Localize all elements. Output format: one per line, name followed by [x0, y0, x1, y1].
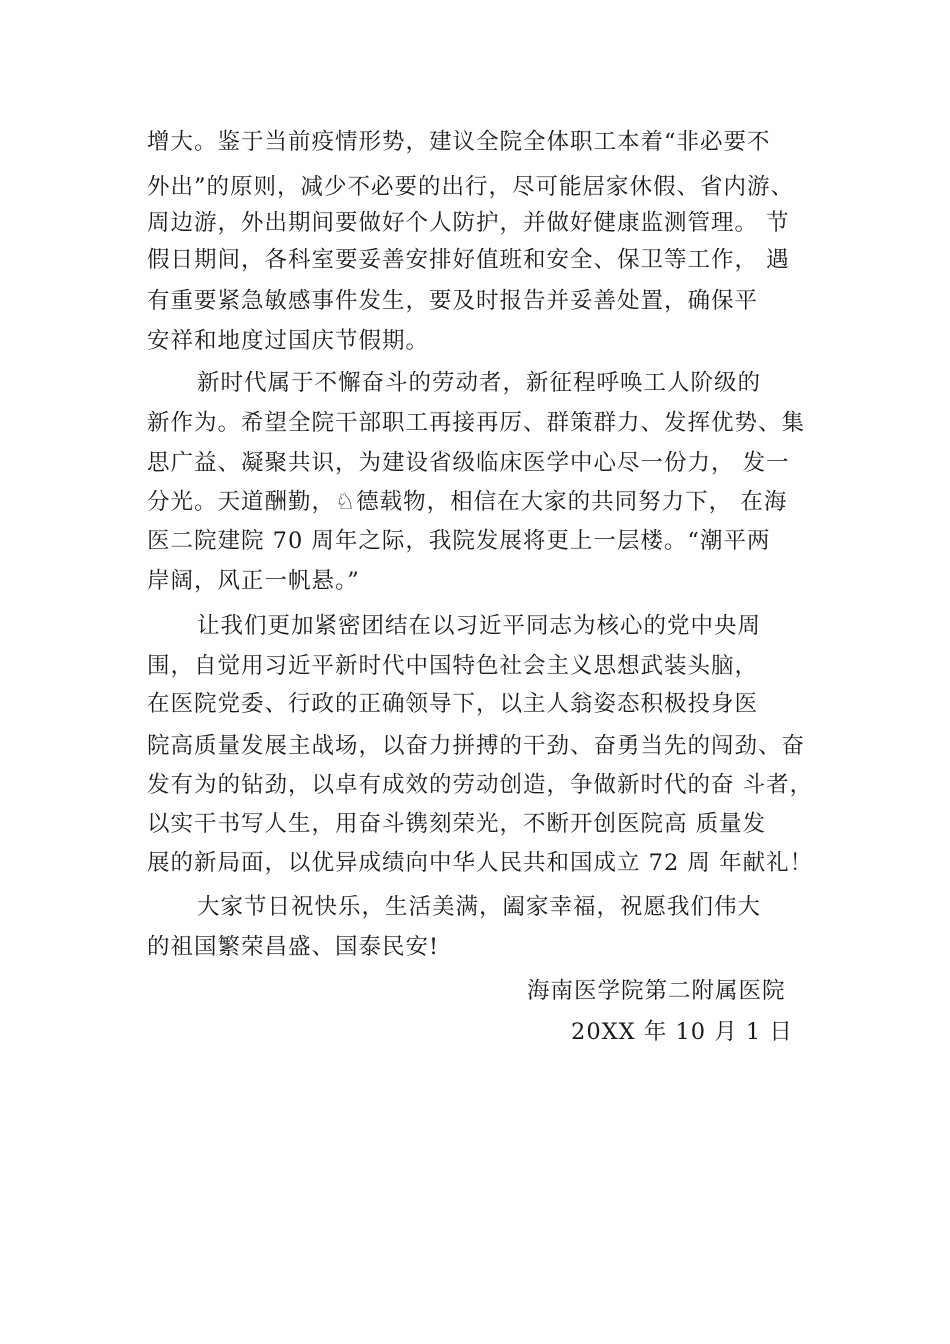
- paragraph-3-line-4: 院高质量发展主战场，以奋力拼搏的干劲、奋勇当先的闯劲、奋: [147, 733, 806, 759]
- paragraph-2-line-1: 新时代属于不懈奋斗的劳动者，新征程呼唤工人阶级的: [197, 370, 762, 396]
- paragraph-3-line-2: 围，自觉用习近平新时代中国特色社会主义思想武装头脑，: [147, 653, 759, 679]
- paragraph-2-line-4: 分光。天道酬勤，♘德载物，相信在大家的共同努力下， 在海: [147, 489, 788, 515]
- paragraph-3-line-7: 展的新局面，以优异成绩向中华人民共和国成立 72 周 年献礼！: [147, 850, 814, 876]
- signature-organization: 海南医学院第二附属医院: [527, 978, 786, 1004]
- signature-date: 20XX 年 10 月 1 日: [571, 1019, 793, 1045]
- paragraph-3-line-1: 让我们更加紧密团结在以习近平同志为核心的党中央周: [197, 613, 762, 639]
- paragraph-4-line-1: 大家节日祝快乐，生活美满，阖家幸福，祝愿我们伟大: [197, 894, 762, 920]
- paragraph-4-line-2: 的祖国繁荣昌盛、国泰民安!: [147, 934, 440, 960]
- paragraph-1-line-1: 增大。鉴于当前疫情形势，建议全院全体职工本着“非必要不: [147, 129, 771, 155]
- paragraph-1-line-3: 周边游，外出期间要做好个人防护，并做好健康监测管理。 节: [147, 210, 790, 236]
- paragraph-2-line-2: 新作为。希望全院干部职工再接再厉、群策群力、发挥优势、集: [147, 410, 806, 436]
- paragraph-1-line-4: 假日期间，各科室要妥善安排好值班和安全、保卫等工作， 遇: [147, 247, 790, 273]
- paragraph-1-line-5: 有重要紧急敏感事件发生，要及时报告并妥善处置，确保平: [147, 288, 759, 314]
- paragraph-2-line-5: 医二院建院 70 周年之际，我院发展将更上一层楼。“潮平两: [147, 528, 771, 554]
- paragraph-2-line-6: 岸阔，风正一帆悬。”: [147, 568, 360, 594]
- paragraph-3-line-6: 以实干书写人生，用奋斗镌刻荣光，不断开创医院高 质量发: [147, 811, 767, 837]
- paragraph-1-line-2: 外出”的原则，减少不必要的出行，尽可能居家休假、省内游、: [147, 174, 795, 200]
- paragraph-3-line-5: 发有为的钻劲，以卓有成效的劳动创造，争做新时代的奋 斗者，: [147, 772, 814, 798]
- paragraph-2-line-3: 思广益、凝聚共识，为建设省级临床医学中心尽一份力， 发一: [147, 450, 790, 476]
- paragraph-1-line-6: 安祥和地度过国庆节假期。: [147, 328, 430, 354]
- paragraph-3-line-3: 在医院党委、行政的正确领导下，以主人翁姿态积极投身医: [147, 691, 759, 717]
